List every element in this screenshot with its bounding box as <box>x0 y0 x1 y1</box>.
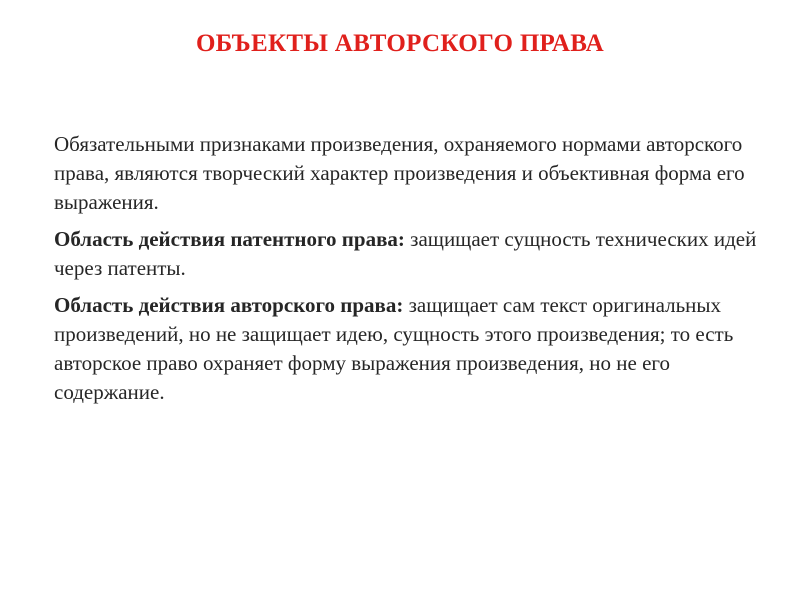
paragraph-text: защищает сущность технических идей через патенты. <box>54 227 757 280</box>
paragraph-patent-law <box>54 225 774 283</box>
slide-title: ОБЪЕКТЫ АВТОРСКОГО ПРАВА <box>195 30 605 57</box>
paragraph-definition <box>54 130 774 217</box>
paragraph-lead: Область действия авторского права: <box>54 293 404 317</box>
paragraph-text: защищает сам текст оригинальных произведений, но не защищает идею, сущность этого произведения; то есть авторское право охраняет форму выражения произведения, но не его содержание. <box>54 293 734 404</box>
paragraph-lead: Область действия патентного права: <box>54 227 405 251</box>
paragraph-text: Обязательными признаками произведения, охраняемого нормами авторского права, являются творческий характер произведения и объективная форма его выражения. <box>54 132 745 214</box>
paragraph-copyright-law <box>54 291 774 407</box>
slide-body <box>54 130 774 415</box>
